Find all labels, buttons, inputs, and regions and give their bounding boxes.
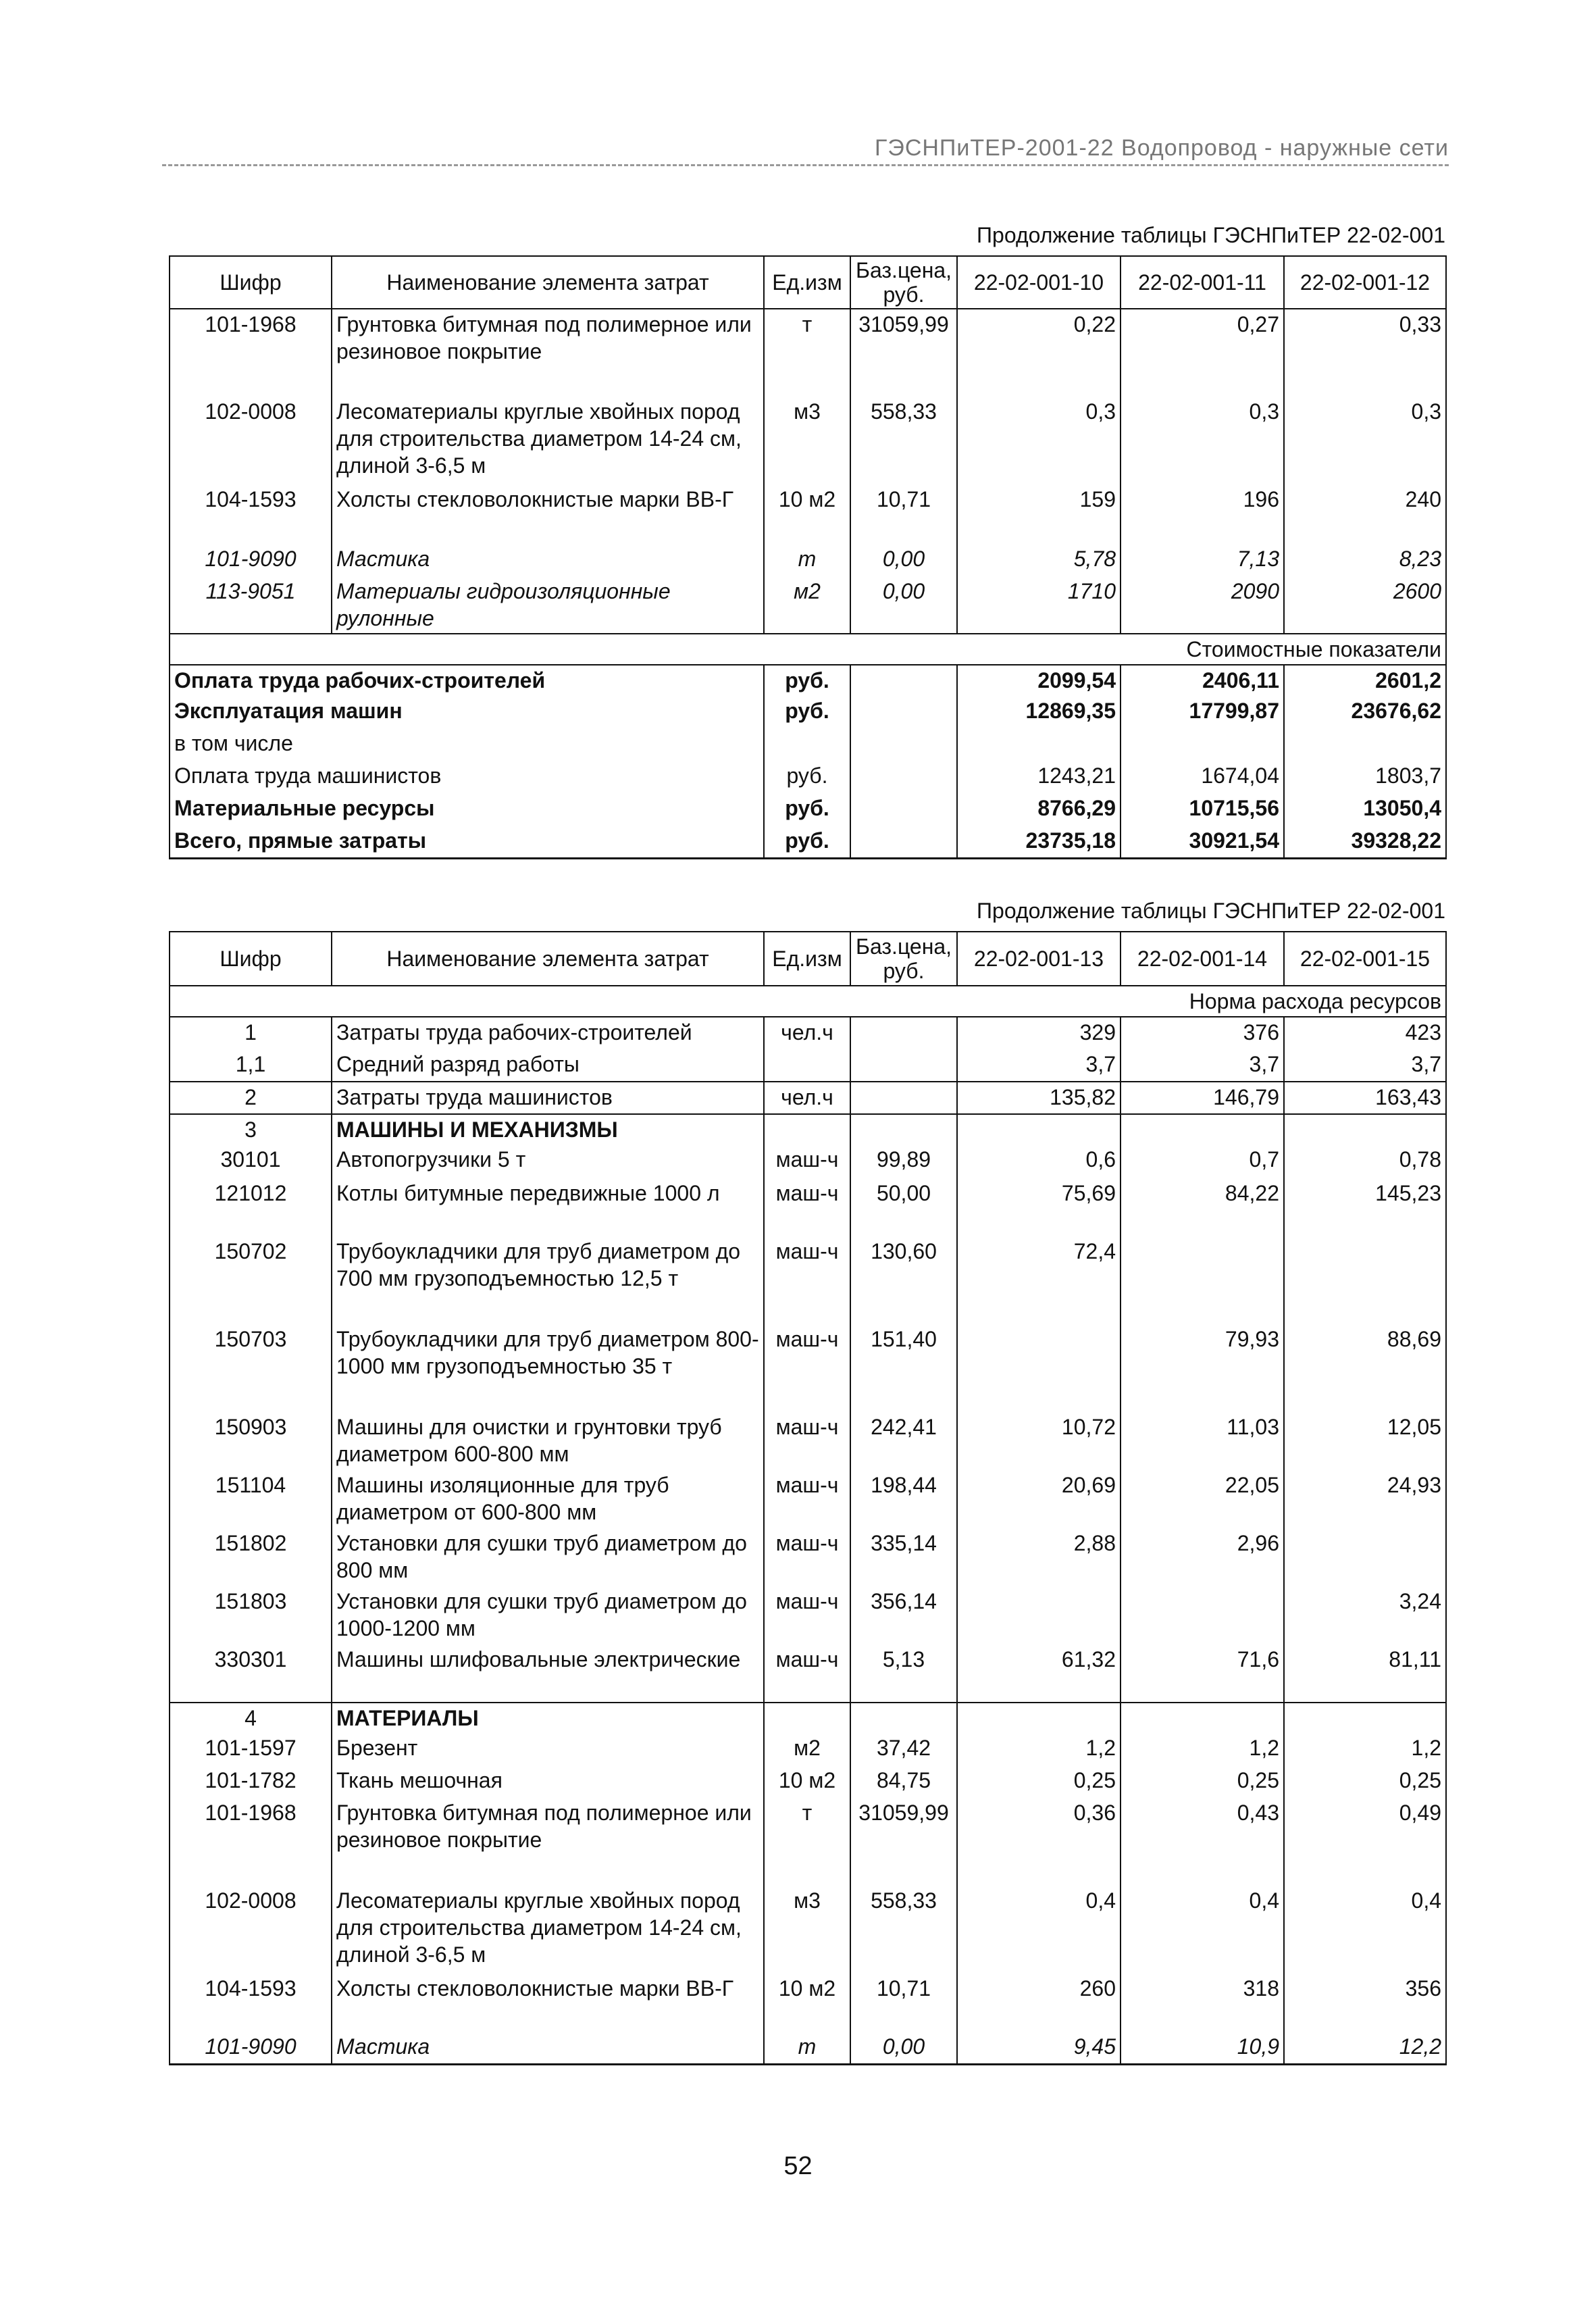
table-header-row bbox=[170, 256, 1446, 309]
table-row bbox=[170, 1236, 1446, 1324]
cell-value: 2600 bbox=[1284, 576, 1446, 634]
cell-code: 101-1968 bbox=[170, 309, 332, 397]
cell-unit: маш-ч bbox=[764, 1528, 850, 1586]
cost-unit: руб. bbox=[764, 665, 850, 696]
cost-value: 23676,62 bbox=[1284, 696, 1446, 728]
cost-price bbox=[850, 826, 957, 858]
table-row bbox=[170, 1324, 1446, 1412]
cost-unit: руб. bbox=[764, 793, 850, 826]
cell-name: Трубоукладчики для труб диаметром до 700 мм грузоподъемностью 12,5 т bbox=[332, 1236, 764, 1324]
cell-unit: маш-ч bbox=[764, 1412, 850, 1470]
cell-name: Холсты стекловолокнистые марки ВВ-Г bbox=[332, 1973, 764, 2032]
cell-value: 3,24 bbox=[1284, 1586, 1446, 1644]
cost-value: 1243,21 bbox=[957, 761, 1121, 793]
cost-row bbox=[170, 793, 1446, 826]
cell-code: 2 bbox=[170, 1082, 332, 1114]
cell-unit: маш-ч bbox=[764, 1470, 850, 1528]
table-row bbox=[170, 309, 1446, 397]
cell-price: 37,42 bbox=[850, 1733, 957, 1765]
cell-value: 240 bbox=[1284, 484, 1446, 544]
cell-price: 31059,99 bbox=[850, 309, 957, 397]
cell-price: 84,75 bbox=[850, 1765, 957, 1798]
cell-code: 150703 bbox=[170, 1324, 332, 1412]
cell-price bbox=[850, 1017, 957, 1049]
cell-value: 3,7 bbox=[1284, 1049, 1446, 1082]
cell-unit: 10 м2 bbox=[764, 1973, 850, 2032]
cell-value: 196 bbox=[1121, 484, 1284, 544]
cost-name: Эксплуатация машин bbox=[170, 696, 764, 728]
cell-value: 0,6 bbox=[957, 1145, 1121, 1178]
cell-value: 163,43 bbox=[1284, 1082, 1446, 1114]
cell-code: 101-9090 bbox=[170, 2032, 332, 2064]
cost-price bbox=[850, 761, 957, 793]
cost-value: 8766,29 bbox=[957, 793, 1121, 826]
cell-name: Машины изоляционные для труб диаметром от 600-800 мм bbox=[332, 1470, 764, 1528]
cell-value bbox=[1121, 1703, 1284, 1733]
cell-value: 0,36 bbox=[957, 1798, 1121, 1886]
col-header-norm-13: 22-02-001-13 bbox=[957, 932, 1121, 986]
cell-value: 0,25 bbox=[1284, 1765, 1446, 1798]
cell-unit: 10 м2 bbox=[764, 484, 850, 544]
cell-name: Трубоукладчики для труб диаметром 800-1000 мм грузоподъемностью 35 т bbox=[332, 1324, 764, 1412]
cell-code: 330301 bbox=[170, 1644, 332, 1703]
cost-value bbox=[1284, 728, 1446, 761]
cell-unit: маш-ч bbox=[764, 1236, 850, 1324]
group-title: МАШИНЫ И МЕХАНИЗМЫ bbox=[332, 1114, 764, 1145]
running-header: ГЭСНПиТЕР-2001-22 Водопровод - наружные сети bbox=[162, 135, 1449, 166]
cell-value: 0,27 bbox=[1121, 309, 1284, 397]
cell-code: 104-1593 bbox=[170, 1973, 332, 2032]
table-row bbox=[170, 484, 1446, 544]
cell-value: 0,78 bbox=[1284, 1145, 1446, 1178]
cost-value bbox=[1121, 728, 1284, 761]
cell-value: 0,43 bbox=[1121, 1798, 1284, 1886]
resource-table-2 bbox=[169, 931, 1447, 2065]
page-number: 52 bbox=[783, 2152, 813, 2180]
table-row bbox=[170, 1082, 1446, 1114]
cell-value: 84,22 bbox=[1121, 1178, 1284, 1236]
cost-row bbox=[170, 826, 1446, 858]
cell-code: 151802 bbox=[170, 1528, 332, 1586]
cell-price: 0,00 bbox=[850, 2032, 957, 2064]
cell-value: 0,25 bbox=[957, 1765, 1121, 1798]
cell-code: 121012 bbox=[170, 1178, 332, 1236]
col-header-price: Баз.цена, руб. bbox=[850, 256, 957, 309]
cell-value: 88,69 bbox=[1284, 1324, 1446, 1412]
cell-name: Материалы гидроизоляционные рулонные bbox=[332, 576, 764, 634]
cell-value: 3,7 bbox=[957, 1049, 1121, 1082]
table1-caption: Продолжение таблицы ГЭСНПиТЕР 22-02-001 bbox=[977, 223, 1445, 247]
cell-value: 0,3 bbox=[1121, 397, 1284, 484]
cell-value: 22,05 bbox=[1121, 1470, 1284, 1528]
cost-price bbox=[850, 696, 957, 728]
resource-table-1 bbox=[169, 255, 1447, 859]
cell-value: 1,2 bbox=[1121, 1733, 1284, 1765]
cell-code: 101-1968 bbox=[170, 1798, 332, 1886]
table-row bbox=[170, 1017, 1446, 1049]
cell-value bbox=[957, 1324, 1121, 1412]
cell-name: Машины шлифовальные электрические bbox=[332, 1644, 764, 1703]
cost-value: 12869,35 bbox=[957, 696, 1121, 728]
cell-name: Мастика bbox=[332, 544, 764, 576]
cell-value bbox=[957, 1114, 1121, 1145]
cell-unit: т bbox=[764, 309, 850, 397]
cost-value: 2601,2 bbox=[1284, 665, 1446, 696]
cell-unit: чел.ч bbox=[764, 1082, 850, 1114]
cell-value: 2,96 bbox=[1121, 1528, 1284, 1586]
cell-unit: м2 bbox=[764, 576, 850, 634]
cell-value: 11,03 bbox=[1121, 1412, 1284, 1470]
cell-unit: 10 м2 bbox=[764, 1765, 850, 1798]
cell-value: 423 bbox=[1284, 1017, 1446, 1049]
cell-unit: м3 bbox=[764, 397, 850, 484]
col-header-unit: Ед.изм bbox=[764, 932, 850, 986]
cell-name: Мастика bbox=[332, 2032, 764, 2064]
cell-value bbox=[1121, 1236, 1284, 1324]
cell-value: 0,25 bbox=[1121, 1765, 1284, 1798]
cell-value: 0,3 bbox=[1284, 397, 1446, 484]
cell-price: 130,60 bbox=[850, 1236, 957, 1324]
cell-value: 135,82 bbox=[957, 1082, 1121, 1114]
group-title: МАТЕРИАЛЫ bbox=[332, 1703, 764, 1733]
col-header-name: Наименование элемента затрат bbox=[332, 932, 764, 986]
cell-value: 260 bbox=[957, 1973, 1121, 2032]
cell-name: Грунтовка битумная под полимерное или резиновое покрытие bbox=[332, 1798, 764, 1886]
cell-code: 3 bbox=[170, 1114, 332, 1145]
cell-price: 558,33 bbox=[850, 397, 957, 484]
cost-unit bbox=[764, 728, 850, 761]
table-row bbox=[170, 576, 1446, 634]
cell-unit: маш-ч bbox=[764, 1145, 850, 1178]
table2-caption: Продолжение таблицы ГЭСНПиТЕР 22-02-001 bbox=[977, 899, 1445, 923]
cell-value: 0,49 bbox=[1284, 1798, 1446, 1886]
cell-price: 198,44 bbox=[850, 1470, 957, 1528]
cost-row bbox=[170, 728, 1446, 761]
cell-name: Брезент bbox=[332, 1733, 764, 1765]
cell-value: 75,69 bbox=[957, 1178, 1121, 1236]
cell-unit bbox=[764, 1049, 850, 1082]
col-header-norm-15: 22-02-001-15 bbox=[1284, 932, 1446, 986]
cost-value: 1674,04 bbox=[1121, 761, 1284, 793]
cost-value: 17799,87 bbox=[1121, 696, 1284, 728]
cell-code: 151803 bbox=[170, 1586, 332, 1644]
cell-code: 102-0008 bbox=[170, 1886, 332, 1973]
table-row bbox=[170, 1470, 1446, 1528]
cell-price: 10,71 bbox=[850, 1973, 957, 2032]
cell-name: Котлы битумные передвижные 1000 л bbox=[332, 1178, 764, 1236]
cell-value: 159 bbox=[957, 484, 1121, 544]
cell-price: 242,41 bbox=[850, 1412, 957, 1470]
cost-value: 2406,11 bbox=[1121, 665, 1284, 696]
cell-price bbox=[850, 1049, 957, 1082]
cost-value: 39328,22 bbox=[1284, 826, 1446, 858]
cell-value bbox=[1284, 1528, 1446, 1586]
cost-price bbox=[850, 728, 957, 761]
cell-value bbox=[1284, 1236, 1446, 1324]
cost-name: Материальные ресурсы bbox=[170, 793, 764, 826]
cell-unit: т bbox=[764, 544, 850, 576]
cell-code: 101-1782 bbox=[170, 1765, 332, 1798]
cost-unit: руб. bbox=[764, 761, 850, 793]
cell-value: 72,4 bbox=[957, 1236, 1121, 1324]
cost-name: Всего, прямые затраты bbox=[170, 826, 764, 858]
cell-value bbox=[1121, 1586, 1284, 1644]
col-header-code: Шифр bbox=[170, 256, 332, 309]
cell-value: 0,33 bbox=[1284, 309, 1446, 397]
cost-price bbox=[850, 665, 957, 696]
cell-value: 2090 bbox=[1121, 576, 1284, 634]
col-header-price: Баз.цена, руб. bbox=[850, 932, 957, 986]
cell-code: 150702 bbox=[170, 1236, 332, 1324]
cell-name: Холсты стекловолокнистые марки ВВ-Г bbox=[332, 484, 764, 544]
cell-unit: маш-ч bbox=[764, 1178, 850, 1236]
cell-value: 61,32 bbox=[957, 1644, 1121, 1703]
cell-price: 356,14 bbox=[850, 1586, 957, 1644]
cell-unit: т bbox=[764, 1798, 850, 1886]
cell-price: 5,13 bbox=[850, 1644, 957, 1703]
cell-name: Грунтовка битумная под полимерное или резиновое покрытие bbox=[332, 309, 764, 397]
section-row bbox=[170, 634, 1446, 665]
cell-value: 145,23 bbox=[1284, 1178, 1446, 1236]
cell-value: 0,4 bbox=[1121, 1886, 1284, 1973]
cell-value: 20,69 bbox=[957, 1470, 1121, 1528]
table-row bbox=[170, 1973, 1446, 2032]
col-header-norm-12: 22-02-001-12 bbox=[1284, 256, 1446, 309]
cell-value: 356 bbox=[1284, 1973, 1446, 2032]
cost-name: Оплата труда машинистов bbox=[170, 761, 764, 793]
cell-value bbox=[957, 1586, 1121, 1644]
cell-value: 376 bbox=[1121, 1017, 1284, 1049]
table-row bbox=[170, 1644, 1446, 1703]
cell-price: 151,40 bbox=[850, 1324, 957, 1412]
cell-value: 146,79 bbox=[1121, 1082, 1284, 1114]
cell-name: Ткань мешочная bbox=[332, 1765, 764, 1798]
cell-price bbox=[850, 1114, 957, 1145]
table-row bbox=[170, 1886, 1446, 1973]
cell-price bbox=[850, 1082, 957, 1114]
cell-value: 0,4 bbox=[1284, 1886, 1446, 1973]
cell-value: 81,11 bbox=[1284, 1644, 1446, 1703]
cell-code: 101-9090 bbox=[170, 544, 332, 576]
table-row bbox=[170, 2032, 1446, 2064]
cell-name: Установки для сушки труб диаметром до 800 мм bbox=[332, 1528, 764, 1586]
cell-value: 8,23 bbox=[1284, 544, 1446, 576]
table-header-row bbox=[170, 932, 1446, 986]
table-row bbox=[170, 1049, 1446, 1082]
cell-value: 12,05 bbox=[1284, 1412, 1446, 1470]
col-header-norm-14: 22-02-001-14 bbox=[1121, 932, 1284, 986]
cell-unit: м3 bbox=[764, 1886, 850, 1973]
cost-row bbox=[170, 696, 1446, 728]
cell-name: Машины для очистки и грунтовки труб диаметром 600-800 мм bbox=[332, 1412, 764, 1470]
cell-value: 79,93 bbox=[1121, 1324, 1284, 1412]
cell-unit bbox=[764, 1114, 850, 1145]
table-row bbox=[170, 544, 1446, 576]
cell-name: Затраты труда рабочих-строителей bbox=[332, 1017, 764, 1049]
col-header-name: Наименование элемента затрат bbox=[332, 256, 764, 309]
cell-unit: т bbox=[764, 2032, 850, 2064]
col-header-norm-11: 22-02-001-11 bbox=[1121, 256, 1284, 309]
cell-value: 318 bbox=[1121, 1973, 1284, 2032]
cell-value: 3,7 bbox=[1121, 1049, 1284, 1082]
cell-value: 9,45 bbox=[957, 2032, 1121, 2064]
cell-value: 329 bbox=[957, 1017, 1121, 1049]
cell-price: 558,33 bbox=[850, 1886, 957, 1973]
table-row bbox=[170, 1412, 1446, 1470]
cell-unit bbox=[764, 1703, 850, 1733]
table-row bbox=[170, 1586, 1446, 1644]
cell-code: 150903 bbox=[170, 1412, 332, 1470]
section-label: Норма расхода ресурсов bbox=[170, 986, 1446, 1017]
cell-value: 71,6 bbox=[1121, 1644, 1284, 1703]
cell-value: 0,7 bbox=[1121, 1145, 1284, 1178]
group-row bbox=[170, 1114, 1446, 1145]
cost-unit: руб. bbox=[764, 826, 850, 858]
cell-value: 1,2 bbox=[1284, 1733, 1446, 1765]
cell-value bbox=[957, 1703, 1121, 1733]
cell-code: 30101 bbox=[170, 1145, 332, 1178]
cell-value: 24,93 bbox=[1284, 1470, 1446, 1528]
cell-value: 0,3 bbox=[957, 397, 1121, 484]
cost-value: 13050,4 bbox=[1284, 793, 1446, 826]
cell-price: 335,14 bbox=[850, 1528, 957, 1586]
cell-name: Установки для сушки труб диаметром до 1000-1200 мм bbox=[332, 1586, 764, 1644]
section-row bbox=[170, 986, 1446, 1017]
cell-code: 113-9051 bbox=[170, 576, 332, 634]
col-header-code: Шифр bbox=[170, 932, 332, 986]
cell-code: 1,1 bbox=[170, 1049, 332, 1082]
cost-value: 30921,54 bbox=[1121, 826, 1284, 858]
cell-price: 99,89 bbox=[850, 1145, 957, 1178]
cost-value: 2099,54 bbox=[957, 665, 1121, 696]
table-row bbox=[170, 1765, 1446, 1798]
cell-value: 1,2 bbox=[957, 1733, 1121, 1765]
cell-value: 0,4 bbox=[957, 1886, 1121, 1973]
cell-value bbox=[1284, 1703, 1446, 1733]
cost-name: в том числе bbox=[170, 728, 764, 761]
cost-unit: руб. bbox=[764, 696, 850, 728]
section-label: Стоимостные показатели bbox=[170, 634, 1446, 665]
cost-value: 23735,18 bbox=[957, 826, 1121, 858]
cell-code: 102-0008 bbox=[170, 397, 332, 484]
cell-value: 10,72 bbox=[957, 1412, 1121, 1470]
col-header-unit: Ед.изм bbox=[764, 256, 850, 309]
cell-price: 0,00 bbox=[850, 576, 957, 634]
group-row bbox=[170, 1703, 1446, 1733]
cell-name: Средний разряд работы bbox=[332, 1049, 764, 1082]
cell-unit: чел.ч bbox=[764, 1017, 850, 1049]
cell-value: 7,13 bbox=[1121, 544, 1284, 576]
cost-price bbox=[850, 793, 957, 826]
cell-unit: м2 bbox=[764, 1733, 850, 1765]
cell-code: 101-1597 bbox=[170, 1733, 332, 1765]
cell-name: Затраты труда машинистов bbox=[332, 1082, 764, 1114]
cell-price: 10,71 bbox=[850, 484, 957, 544]
cell-value: 0,22 bbox=[957, 309, 1121, 397]
cost-value: 10715,56 bbox=[1121, 793, 1284, 826]
table-row bbox=[170, 1145, 1446, 1178]
cost-row bbox=[170, 665, 1446, 696]
cell-name: Лесоматериалы круглые хвойных пород для строительства диаметром 14-24 см, длиной 3-6,5 м bbox=[332, 1886, 764, 1973]
cell-unit: маш-ч bbox=[764, 1586, 850, 1644]
cost-value bbox=[957, 728, 1121, 761]
cell-value: 10,9 bbox=[1121, 2032, 1284, 2064]
table-row bbox=[170, 397, 1446, 484]
cell-value bbox=[1284, 1114, 1446, 1145]
table-row bbox=[170, 1798, 1446, 1886]
cost-row bbox=[170, 761, 1446, 793]
cell-price: 31059,99 bbox=[850, 1798, 957, 1886]
cell-code: 1 bbox=[170, 1017, 332, 1049]
cell-name: Автопогрузчики 5 т bbox=[332, 1145, 764, 1178]
col-header-norm-10: 22-02-001-10 bbox=[957, 256, 1121, 309]
cell-unit: маш-ч bbox=[764, 1644, 850, 1703]
cell-unit: маш-ч bbox=[764, 1324, 850, 1412]
cell-value: 1710 bbox=[957, 576, 1121, 634]
cost-value: 1803,7 bbox=[1284, 761, 1446, 793]
cell-name: Лесоматериалы круглые хвойных пород для строительства диаметром 14-24 см, длиной 3-6,5 м bbox=[332, 397, 764, 484]
cell-price: 50,00 bbox=[850, 1178, 957, 1236]
cell-price: 0,00 bbox=[850, 544, 957, 576]
cell-value bbox=[1121, 1114, 1284, 1145]
cell-value: 5,78 bbox=[957, 544, 1121, 576]
cell-code: 151104 bbox=[170, 1470, 332, 1528]
cell-value: 2,88 bbox=[957, 1528, 1121, 1586]
table-row bbox=[170, 1733, 1446, 1765]
table-row bbox=[170, 1528, 1446, 1586]
cell-code: 104-1593 bbox=[170, 484, 332, 544]
cell-price bbox=[850, 1703, 957, 1733]
cell-code: 4 bbox=[170, 1703, 332, 1733]
cell-value: 12,2 bbox=[1284, 2032, 1446, 2064]
table-row bbox=[170, 1178, 1446, 1236]
cost-name: Оплата труда рабочих-строителей bbox=[170, 665, 764, 696]
